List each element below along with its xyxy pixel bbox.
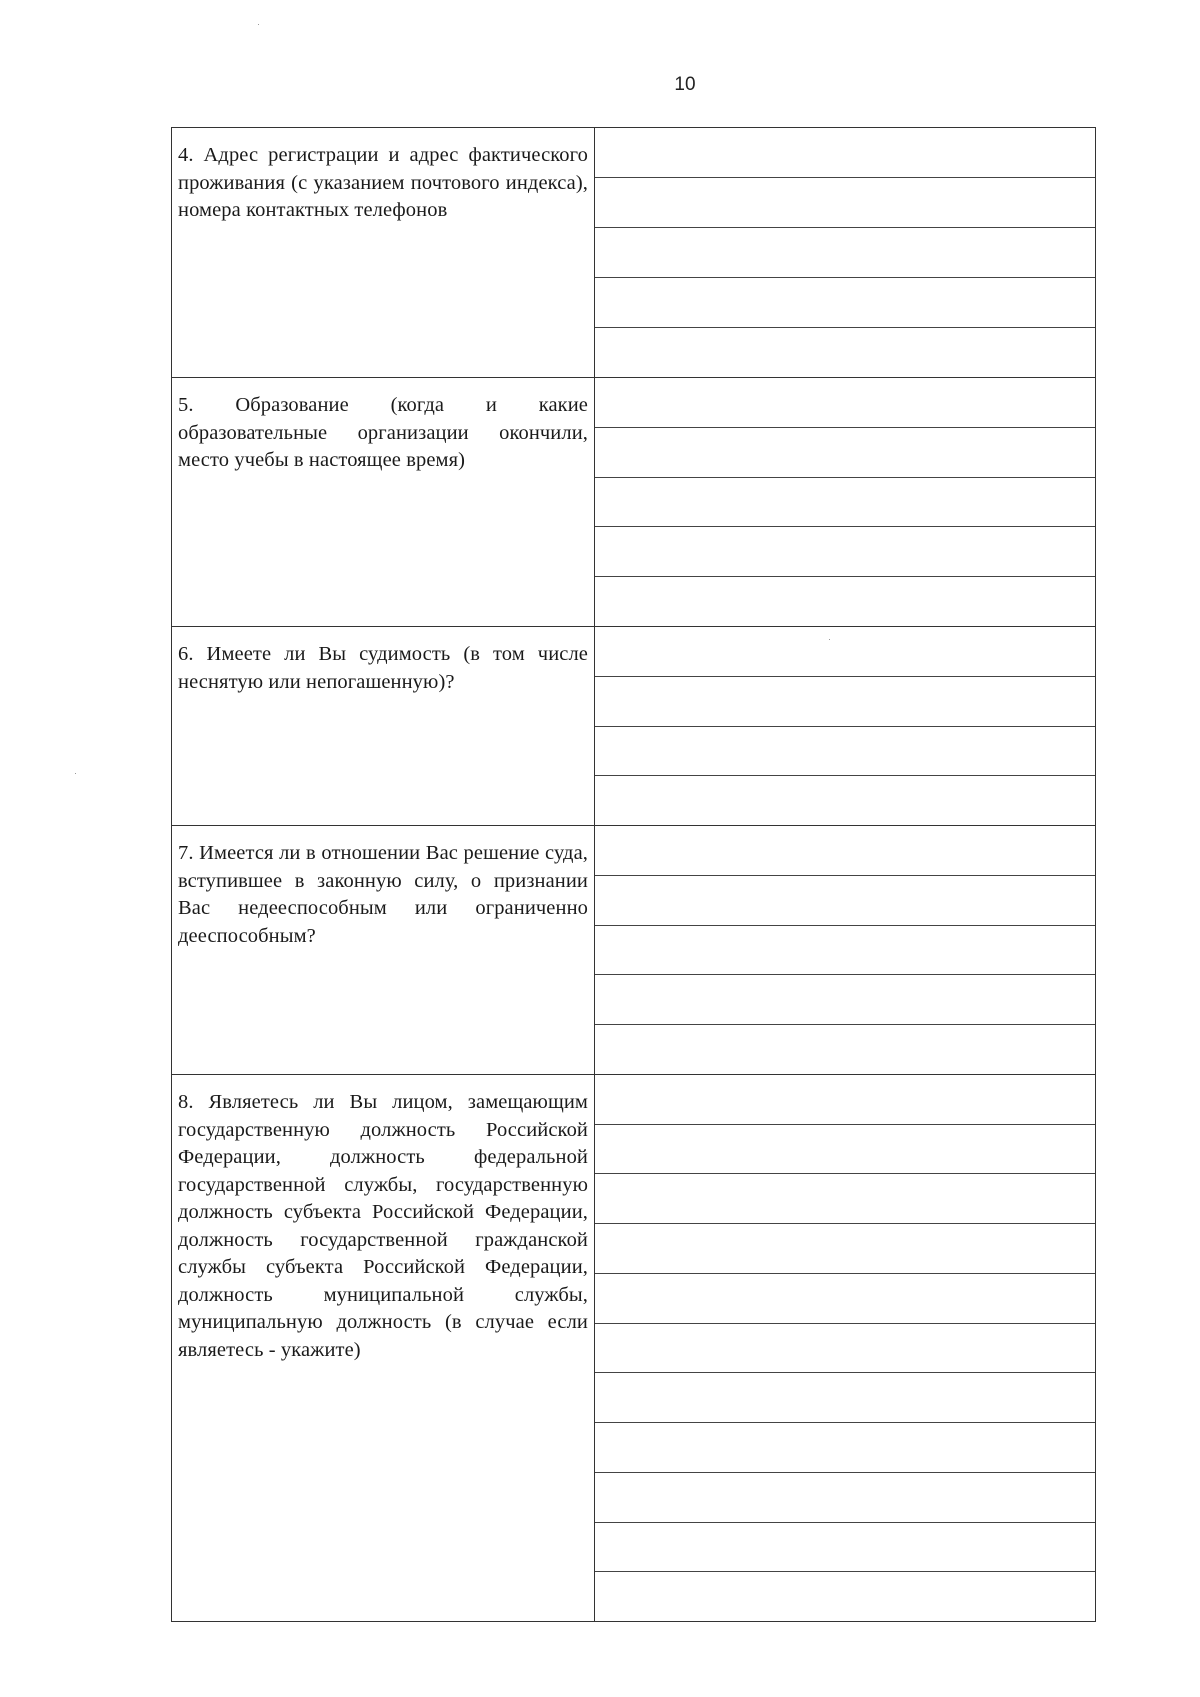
- answer-line[interactable]: [595, 627, 1095, 676]
- answer-area[interactable]: [595, 1075, 1095, 1621]
- answer-line[interactable]: [595, 1522, 1095, 1572]
- answer-line[interactable]: [595, 378, 1095, 427]
- answer-line[interactable]: [595, 1024, 1095, 1074]
- answer-line[interactable]: [595, 925, 1095, 975]
- answer-line[interactable]: [595, 775, 1095, 825]
- answer-line[interactable]: [595, 826, 1095, 875]
- answer-line[interactable]: [595, 1124, 1095, 1174]
- form-row-q7: [172, 825, 1095, 1074]
- answer-line[interactable]: [595, 177, 1095, 227]
- form-row-q4: [172, 128, 1095, 377]
- answer-line[interactable]: [595, 1223, 1095, 1273]
- answer-line[interactable]: [595, 1472, 1095, 1522]
- answer-area[interactable]: [595, 128, 1095, 377]
- scan-speck: [75, 773, 76, 774]
- answer-area[interactable]: [595, 826, 1095, 1074]
- form-row-q8: [172, 1074, 1095, 1621]
- question-text: 6. Имеете ли Вы судимость (в том числе неснятую или непогашенную)?: [172, 627, 595, 825]
- answer-line[interactable]: [595, 1173, 1095, 1223]
- answer-line[interactable]: [595, 1571, 1095, 1621]
- answer-line[interactable]: [595, 676, 1095, 726]
- question-text: 7. Имеется ли в отношении Вас решение суда, вступившее в законную силу, о признании Вас недееспособным или ограниченно дееспособным?: [172, 826, 595, 1074]
- answer-line[interactable]: [595, 477, 1095, 527]
- answer-line[interactable]: [595, 1422, 1095, 1472]
- form-row-q5: [172, 377, 1095, 626]
- answer-line[interactable]: [595, 974, 1095, 1024]
- answer-line[interactable]: [595, 1273, 1095, 1323]
- answer-area[interactable]: [595, 627, 1095, 825]
- question-text: 8. Являетесь ли Вы лицом, замещающим государственную должность Российской Федерации, должность федеральной государственной службы, государственную должность субъекта Российской Федерации, должность государственной гражданской службы субъекта Российской Федерации, должность муниципальной службы, муниципальную должность (в случае если являетесь - укажите): [172, 1075, 595, 1621]
- answer-line[interactable]: [595, 227, 1095, 277]
- questionnaire-table: [171, 127, 1096, 1622]
- answer-line[interactable]: [595, 277, 1095, 327]
- answer-line[interactable]: [595, 1075, 1095, 1124]
- answer-line[interactable]: [595, 576, 1095, 626]
- answer-line[interactable]: [595, 526, 1095, 576]
- scan-speck: [829, 639, 830, 640]
- answer-line[interactable]: [595, 327, 1095, 377]
- answer-line[interactable]: [595, 726, 1095, 776]
- answer-area[interactable]: [595, 378, 1095, 626]
- answer-line[interactable]: [595, 1372, 1095, 1422]
- form-row-q6: [172, 626, 1095, 825]
- answer-line[interactable]: [595, 427, 1095, 477]
- question-text: 5. Образование (когда и какие образовательные организации окончили, место учебы в настоящее время): [172, 378, 595, 626]
- answer-line[interactable]: [595, 1323, 1095, 1373]
- page-number: 10: [674, 74, 696, 95]
- answer-line[interactable]: [595, 875, 1095, 925]
- question-text: 4. Адрес регистрации и адрес фактического проживания (с указанием почтового индекса), номера контактных телефонов: [172, 128, 595, 377]
- scan-speck: [258, 24, 259, 25]
- answer-line[interactable]: [595, 128, 1095, 177]
